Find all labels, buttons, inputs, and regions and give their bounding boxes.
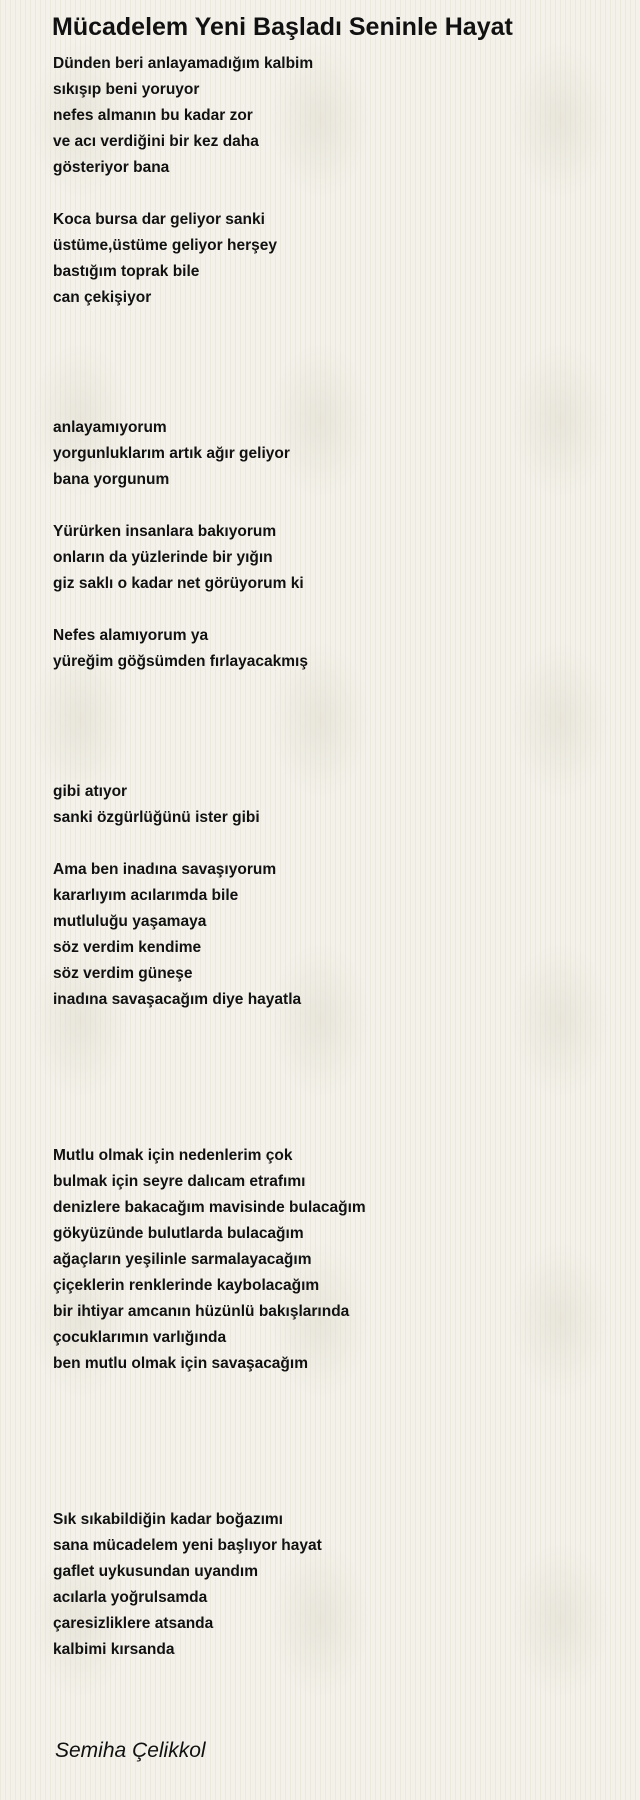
poem-line: denizlere bakacağım mavisinde bulacağım: [53, 1199, 366, 1216]
poem-line: kalbimi kırsanda: [53, 1641, 175, 1658]
poem-blank-line: [53, 701, 613, 727]
poem-line: Nefes alamıyorum ya: [53, 627, 209, 644]
poem-line: Mutlu olmak için nedenlerim çok: [53, 1147, 293, 1164]
poem-blank-line: [53, 1065, 613, 1091]
poem-line: gökyüzünde bulutlarda bulacağım: [53, 1225, 304, 1242]
poem-blank-line: [53, 753, 613, 779]
poem-blank-line: [53, 1455, 613, 1481]
poem-line: Koca bursa dar geliyor sanki: [53, 211, 265, 228]
poem-blank-line: [53, 1117, 613, 1143]
poem-line: kararlıyım acılarımda bile: [53, 887, 239, 904]
poem-blank-line: [53, 831, 613, 857]
poem-line: sıkışıp beni yoruyor: [53, 81, 200, 98]
poem-line: üstüme,üstüme geliyor herşey: [53, 237, 277, 254]
poem-line: nefes almanın bu kadar zor: [53, 107, 253, 124]
poem-line: Yürürken insanlara bakıyorum: [53, 523, 277, 540]
poem-blank-line: [53, 311, 613, 337]
poem-author: Semiha Çelikkol: [55, 1739, 206, 1762]
poem-blank-line: [53, 675, 613, 701]
poem-line: inadına savaşacağım diye hayatla: [53, 991, 302, 1008]
poem-blank-line: [53, 1377, 613, 1403]
poem-line: gibi atıyor: [53, 783, 128, 800]
poem-line: söz verdim kendime: [53, 939, 202, 956]
poem-line: bastığım toprak bile: [53, 263, 200, 280]
poem-line: Sık sıkabildiğin kadar boğazımı: [53, 1511, 283, 1528]
poem-blank-line: [53, 1091, 613, 1117]
poem-blank-line: [53, 1013, 613, 1039]
poem-line: giz saklı o kadar net görüyorum ki: [53, 575, 304, 592]
poem-blank-line: [53, 493, 613, 519]
poem-line: onların da yüzlerinde bir yığın: [53, 549, 273, 566]
poem-line: yüreğim göğsümden fırlayacakmış: [53, 653, 308, 670]
poem-line: çaresizliklere atsanda: [53, 1615, 214, 1632]
poem-line: bir ihtiyar amcanın hüzünlü bakışlarında: [53, 1303, 350, 1320]
poem-line: anlayamıyorum: [53, 419, 167, 436]
poem-blank-line: [53, 181, 613, 207]
poem-blank-line: [53, 727, 613, 753]
poem-blank-line: [53, 1039, 613, 1065]
poem-line: bulmak için seyre dalıcam etrafımı: [53, 1173, 306, 1190]
poem-line: bana yorgunum: [53, 471, 170, 488]
poem-line: gaflet uykusundan uyandım: [53, 1563, 258, 1580]
poem-line: mutluluğu yaşamaya: [53, 913, 207, 930]
poem-blank-line: [53, 597, 613, 623]
poem-line: Ama ben inadına savaşıyorum: [53, 861, 277, 878]
poem-line: söz verdim güneşe: [53, 965, 193, 982]
poem-body: [53, 51, 613, 1663]
poem-line: ağaçların yeşilinle sarmalayacağım: [53, 1251, 312, 1268]
poem-line: Dünden beri anlayamadığım kalbim: [53, 55, 314, 72]
poem-blank-line: [53, 337, 613, 363]
poem-blank-line: [53, 1481, 613, 1507]
poem-title: Mücadelem Yeni Başladı Seninle Hayat: [52, 13, 513, 41]
poem-blank-line: [53, 1403, 613, 1429]
poem-blank-line: [53, 1429, 613, 1455]
poem-line: sanki özgürlüğünü ister gibi: [53, 809, 260, 826]
poem-blank-line: [53, 363, 613, 389]
poem-line: ben mutlu olmak için savaşacağım: [53, 1355, 308, 1372]
poem-line: can çekişiyor: [53, 289, 152, 306]
poem-line: çocuklarımın varlığında: [53, 1329, 227, 1346]
poem-line: ve acı verdiğini bir kez daha: [53, 133, 259, 150]
poem-line: yorgunluklarım artık ağır geliyor: [53, 445, 290, 462]
poem-line: çiçeklerin renklerinde kaybolacağım: [53, 1277, 320, 1294]
poem-line: sana mücadelem yeni başlıyor hayat: [53, 1537, 322, 1554]
poem-blank-line: [53, 389, 613, 415]
poem-line: acılarla yoğrulsamda: [53, 1589, 208, 1606]
poem-line: gösteriyor bana: [53, 159, 170, 176]
